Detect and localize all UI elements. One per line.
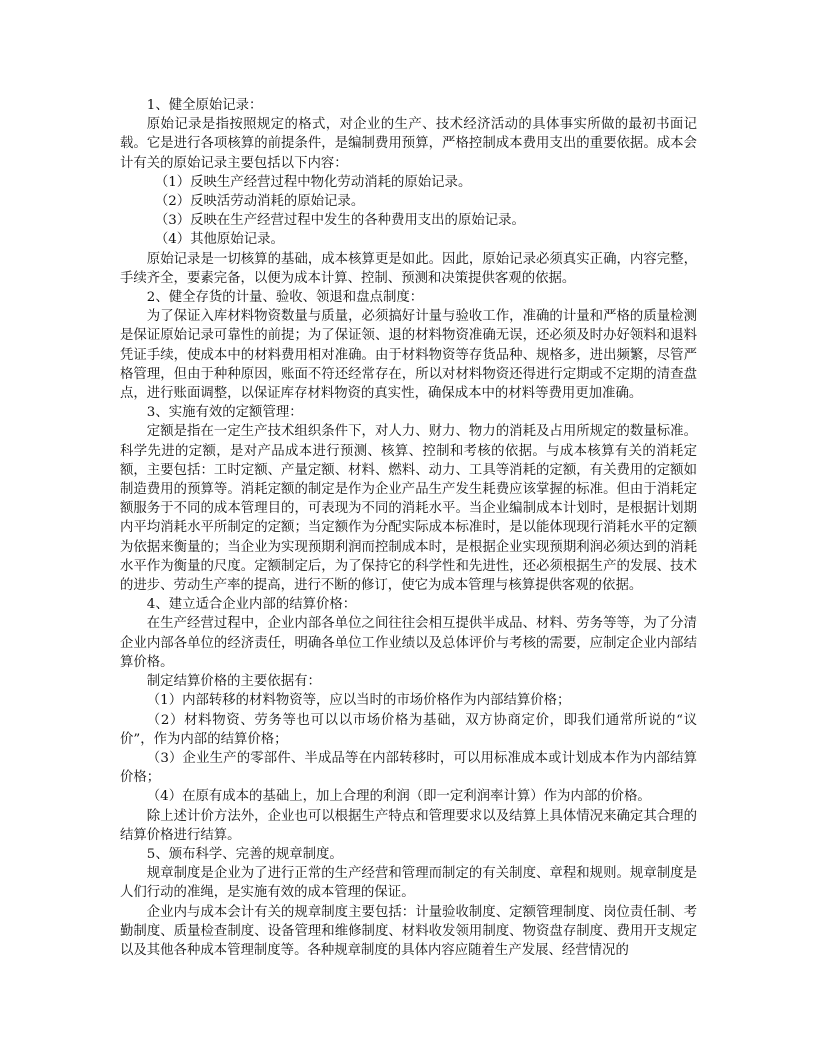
paragraph: 定额是指在一定生产技术组织条件下，对人力、财力、物力的消耗及占用所规定的数量标准。科学先进的定额，是对产品成本进行预测、核算、控制和考核的依据。与成本核算有关的消耗定额，主要包括：工时定额、产量定额、材料、燃料、动力、工具等消耗的定额，有关费用的定额如制造费用的预算等。消耗定额的制定是作为企业产品生产发生耗费应该掌握的标准。但由于消耗定额服务于不同的成本管理目的，可表现为不同的消耗水平。当企业编制成本计划时，是根据计划期内平均消耗水平所制定的定额；当定额作为分配实际成本标准时，是以能体现现行消耗水平的定额为依据来衡量的；当企业为实现预期利润而控制成本时，是根据企业实现预期利润必须达到的消耗水平作为衡量的尺度。定额制定后，为了保持它的科学性和先进性，还必须根据生产的发展、技术的进步、劳动生产率的提高，进行不断的修订，使它为成本管理与核算提供客观的依据。: [120, 424, 697, 594]
heading-regulations: 5、颁布科学、完善的规章制度。: [146, 846, 343, 862]
paragraph: 除上述计价方法外，企业也可以根据生产特点和管理要求以及结算上具体情况来确定其合理的结算价格进行结算。: [120, 808, 697, 843]
list-item: （1）反映生产经营过程中物化劳动消耗的原始记录。: [154, 174, 472, 190]
paragraph: 规章制度是企业为了进行正常的生产经营和管理而制定的有关制度、章程和规则。规章制度是人们行动的准绳，是实施有效的成本管理的保证。: [120, 866, 697, 901]
paragraph: 在生产经营过程中，企业内部各单位之间往往会相互提供半成品、材料、劳务等等，为了分清企业内部各单位的经济责任，明确各单位工作业绩以及总体评价与考核的需要，应制定企业内部结算价格。: [120, 616, 697, 670]
paragraph: 企业内与成本会计有关的规章制度主要包括：计量验收制度、定额管理制度、岗位责任制、考勤制度、质量检查制度、设备管理和维修制度、材料收发领用制度、物资盘存制度、费用开支规定以及其他各种成本管理制度等。各种规章制度的具体内容应随着生产发展、经营情况的: [120, 904, 697, 958]
list-item: （4）在原有成本的基础上，加上合理的利润（即一定利润率计算）作为内部的价格。: [146, 789, 651, 805]
list-item: （1）内部转移的材料物资等，应以当时的市场价格作为内部结算价格；: [146, 693, 571, 709]
list-item: （2）材料物资、劳务等也可以以市场价格为基础，双方协商定价，即我们通常所说的“议价”，作为内部的结算价格；: [120, 712, 697, 747]
list-item: （3）企业生产的零部件、半成品等在内部转移时，可以用标准成本或计划成本作为内部结算价格；: [120, 750, 697, 786]
paragraph: 原始记录是指按照规定的格式，对企业的生产、技术经济活动的具体事实所做的最初书面记载。它是进行各项核算的前提条件，是编制费用预算，严格控制成本费用支出的重要依据。成本会计有关的原始记录主要包括以下内容：: [120, 117, 697, 171]
heading-settlement-price: 4、建立适合企业内部的结算价格：: [146, 597, 357, 613]
list-item: （4）其他原始记录。: [154, 232, 284, 248]
heading-inventory-system: 2、健全存货的计量、验收、领退和盘点制度：: [146, 290, 424, 306]
heading-quota-management: 3、实施有效的定额管理：: [146, 405, 303, 421]
list-item: （2）反映活劳动消耗的原始记录。: [154, 194, 365, 210]
paragraph: 制定结算价格的主要依据有：: [146, 674, 321, 690]
paragraph: 为了保证入库材料物资数量与质量，必须搞好计量与验收工作，准确的计量和严格的质量检测是保证原始记录可靠性的前提；为了保证领、退的材料物资准确无误，还必须及时办好领料和退料凭证手续，使成本中的材料费用相对准确。由于材料物资等存货品种、规格多，进出频繁，尽管严格管理，但由于种种原因，账面不符还经常存在，所以对材料物资还得进行定期或不定期的清查盘点，进行账面调整，以保证库存材料物资的真实性，确保成本中的材料等费用更加准确。: [120, 309, 697, 402]
list-item: （3）反映在生产经营过程中发生的各种费用支出的原始记录。: [154, 213, 525, 229]
heading-original-records: 1、健全原始记录：: [146, 98, 263, 113]
document-body: [120, 96, 697, 960]
paragraph: 原始记录是一切核算的基础，成本核算更是如此。因此，原始记录必须真实正确，内容完整，手续齐全，要素完备，以便为成本计算、控制、预测和决策提供客观的依据。: [120, 251, 697, 286]
